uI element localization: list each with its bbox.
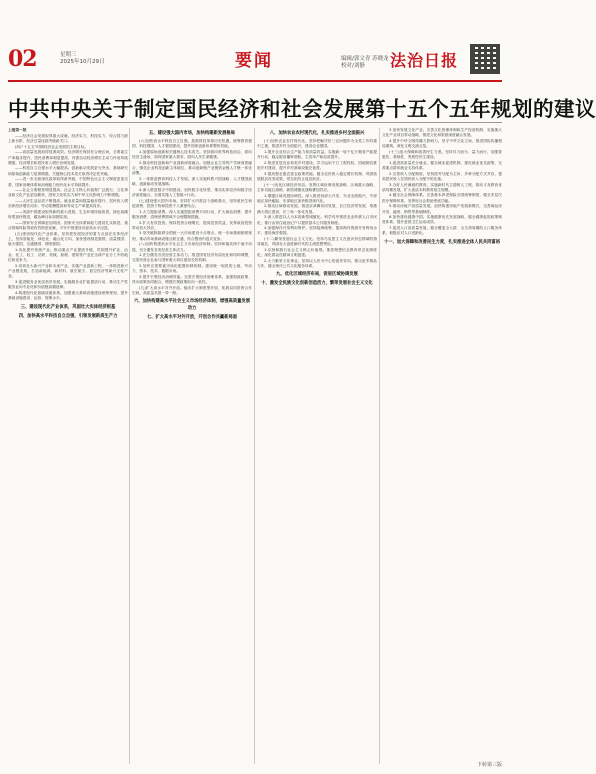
header-rule <box>8 80 502 82</box>
editors-block <box>341 56 389 70</box>
article-column-1 <box>8 128 128 764</box>
col4-body <box>382 128 502 237</box>
section-heading: 六、加快构建高水平社会主义市场经济体制，增强高质量发展动力 <box>133 299 250 312</box>
section-heading: 八、加快农业农村现代化，扎实推进乡村全面振兴 <box>269 131 365 136</box>
paragraph: 3.提升宏观经济治理效能。完善宏观经济治理体系，加强财政政策、货币政策协同配合，增强宏观政策取向一致性。 <box>132 275 252 285</box>
paragraph: 1.大力提振消费。深入实施提振消费专项行动，扩大商品消费，提升服务消费，清理消费领域不合理限制措施。 <box>132 209 252 219</box>
article-headline: 中共中央关于制定国民经济和社会发展第十五个五年规划的建议 <box>8 97 596 121</box>
section-heading: 三、建设现代化产业体系，巩固壮大实体经济根基 <box>20 304 116 310</box>
paragraph: (六)加快高水平科技自立自强。抢抓科技革命历史机遇，统筹教育强国、科技强国、人才强国建设，提升国家创新体系整体效能。 <box>132 139 252 149</box>
col3-body <box>257 139 377 269</box>
paragraph: 3.一体推进教育科技人才发展。深入实施科教兴国战略、人才强国战略、创新驱动发展战略。 <box>132 176 252 187</box>
paragraph: 1.促进高质量充分就业。健全就业促进机制，强化就业优先政策，完善重点群体就业支持体系。 <box>382 160 502 170</box>
column-divider <box>129 128 130 764</box>
weekday: 星期三 <box>60 52 77 58</box>
paragraph: 4.加强海洋开发利用保护。坚持陆海统筹，提高海洋资源开发利用水平，建设海洋强国。 <box>257 226 377 236</box>
section-heading: 九、优化区域经济布局，促进区域协调发展 <box>276 272 358 278</box>
paragraph: (十)加快农业农村现代化。坚持把解决好三农问题作为全党工作的重中之重，推进乡村全面振兴，建设农业强国。 <box>257 139 377 149</box>
issue-date: 2025年10月29日 <box>60 59 105 65</box>
paragraph: 7.促进人口高质量发展。健全覆盖全人群、全生命周期的人口服务体系，积极应对人口老龄化。 <box>382 226 502 236</box>
paragraph: 3.提高强农惠农富农政策效能。健全农民收入稳定增长机制，巩固拓展脱贫攻坚成果，常态化防止返贫致贫。 <box>257 171 377 181</box>
paragraph: ——社会文明程度明显提高。社会主义核心价值观广泛践行，文化事业和文化产业更加繁荣，国家文化软实力和中华文化影响力不断增强。 <box>8 188 128 198</box>
paragraph: (八)加快构建高水平社会主义市场经济体制。坚持和落实两个毫不动摇，充分激发各类经营主体活力。 <box>132 242 252 252</box>
section-heading: 五、建设强大国内市场，加快构建新发展格局 <box>149 131 235 136</box>
paragraph: ——高质量发展取得显著成效。经济增长保持在合理区间，全要素生产率稳步提升，居民消费率明显提高，内需拉动经济增长主动力作用持续增强，经济增长和居民收入增长协调发展。 <box>8 150 128 165</box>
paragraph: 2.扩大有效投资。保持投资合理增长，提高投资效益，发挥政府投资带动放大效应。 <box>132 220 252 230</box>
editors-line-1: 编辑/郭文青 苏晓龙 <box>341 56 389 62</box>
paragraph: (九)扩大高水平对外开放。稳步扩大制度型开放，拓展双向投资合作空间，高质量共建一带一路。 <box>132 285 252 296</box>
continued-note: 下转第三版 <box>476 762 502 768</box>
paragraph: 4.健全社会保障体系。完善基本养老保险全国统筹制度，健全多层次医疗保障体系，发挥好社会救助兜底功能。 <box>382 193 502 203</box>
paragraph: (十三)加大保障和改善民生力度。坚持尽力而为、量力而行，加强普惠性、基础性、兜底性民生建设。 <box>382 149 502 160</box>
paragraph: ——进一步全面深化改革取得新突破。中国特色社会主义制度更加完善，国家治理体系和治理能力现代化水平持续提升。 <box>8 177 128 187</box>
col1-body <box>8 134 128 302</box>
paragraph: (四)“十五五”时期经济社会发展的主要目标。 <box>15 144 89 149</box>
paragraph: 2.加快完善要素市场化配置体制机制。建设统一规范的土地、劳动力、资本、技术、数据市场。 <box>132 264 252 274</box>
paragraph: 2.培育壮大新兴产业和未来产业。实施产业创新工程，一体推进新兴产业链发展，打造新能源、新材料、航空航天、低空经济等新兴支柱产业。 <box>8 264 128 279</box>
paragraph: 3.深入推进以人为本的新型城镇化。科学有序推进农业转移人口市民化，推行由常住地登记户口提供基本公共服务制度。 <box>257 215 377 225</box>
article-byline: 上接第一版 <box>8 128 27 132</box>
paragraph: 5.推动房地产高质量发展。加快构建房地产发展新模式，完善商品房开发、融资、销售等基础制度。 <box>382 204 502 214</box>
paragraph: 3.坚决破除阻碍全国统一大市场建设卡点堵点。统一市场基础制度规则，推动市场基础设施互联互通，综合整治内卷式竞争。 <box>132 231 252 241</box>
section-heading: 四、加快高水平科技自立自强，引领发展新质生产力 <box>18 313 118 319</box>
article-column-2 <box>132 128 252 764</box>
column-divider <box>254 128 255 764</box>
paragraph: ——经济社会发展取得重大成就。经济实力、科技实力、综合国力跃上新台阶，经济总量连续突破新关口。 <box>8 133 128 143</box>
paragraph: 1.加强原始创新和关键核心技术攻关。坚持面向世界科技前沿、面向经济主战场、面向国家重大需求、面向人民生命健康。 <box>132 149 252 160</box>
section-heading: 七、扩大高水平对外开放，开创合作共赢新局面 <box>146 315 238 321</box>
paragraph: 1.弘扬和践行社会主义核心价值观。推进理想信念教育常态化制度化，深化群众性精神文明创建。 <box>257 248 377 258</box>
paragraph: 2.推动区域联动发展。推进京津冀协同发展、长江经济带发展、粤港澳大湾区建设、长三角一体化发展。 <box>257 204 377 214</box>
paragraph: 1.提升农业综合生产能力和质量效益。实施新一轮千亿斤粮食产能提升行动，稳定粮食播种面积，主攻单产和品质提升。 <box>257 149 377 160</box>
paragraph: 3.加快发展文化产业。完善文化管理体制和生产经营机制，实施重大文化产业项目带动战略，推进文化和旅游深度融合发展。 <box>382 128 502 138</box>
paragraph: 4.提升中华文明传播力影响力。坚守中华文化立场，推进国际传播格局重构，深化文明交流互鉴。 <box>382 138 502 149</box>
paragraph: 4.深入推进数字中国建设。加快数字化转型，推动实体经济和数字经济深度融合，全面实施人工智能+行动。 <box>132 187 252 198</box>
paragraph: ——人民生活品质不断提高。就业质量和数量稳步提升，居民收入增长和经济增长同步，劳动报酬提高和劳动生产率提高同步。 <box>8 199 128 209</box>
section-heading: 十、激发全民族文化创新创造活力，繁荣发展社会主义文化 <box>261 281 373 287</box>
paragraph: 6.加快建设健康中国。实施健康优先发展战略，健全健康促进政策制度体系，提升爱国卫生运动成效。 <box>382 215 502 225</box>
editors-line-2: 校对/刘静 <box>341 63 365 69</box>
paragraph: ——国家安全屏障更加巩固。国家安全体系和能力建设扎实推进，重点领域风险得到有效防范化解，平安中国建设向更高水平迈进。 <box>8 220 128 231</box>
section-heading: 十一、加大保障和改善民生力度，扎实推进全体人民共同富裕 <box>383 239 500 245</box>
newspaper-logo: 法治日报 <box>390 51 459 70</box>
paragraph: (五)建设现代化产业体系。坚持把发展经济的着力点放在实体经济上，坚持智能化、绿色化、融合化方向，加快建设制造强国、质量强国、航天强国、交通强国、网络强国。 <box>8 231 128 247</box>
section-title: 要闻 <box>235 51 273 71</box>
date-block <box>60 52 105 66</box>
paragraph: ——科技自立自强水平大幅提高。创新驱动发展更为突出，基础研究和原始创新能力显著增强，关键核心技术攻关取得决定性突破。 <box>8 166 128 176</box>
article-column-3 <box>257 128 377 764</box>
paragraph: (十二)繁荣发展社会主义文化。坚持马克思主义在意识形态领域的指导地位，巩固壮大奋进新时代的主流思想舆论。 <box>257 237 377 247</box>
paragraph: 3.办好人民满意的教育。实施新时代立德树人工程，推动义务教育优质均衡发展，扩大优质本科教育招生规模。 <box>382 182 502 192</box>
paragraph: 2.完善收入分配制度。坚持按劳分配为主体、多种分配方式并存，提高居民收入在国民收入分配中的比重。 <box>382 171 502 181</box>
paragraph: 3.促进服务业优质高效发展。实施服务业扩能提质行动，推动生产性服务业向专业化和价值链高端延伸。 <box>8 280 128 290</box>
col2-body <box>132 139 252 296</box>
page-number: 02 <box>8 46 37 72</box>
paragraph: (七)建设强大国内市场。坚持扩大内需这个战略基点，坚持惠民生和促消费、投资于物和投资于人紧密结合。 <box>132 198 252 208</box>
qr-code-icon <box>470 44 500 74</box>
paragraph: 2.推进宜居宜业和美乡村建设。学习运用千万工程经验，因地制宜推进乡村建设，提升乡村基础设施完备度。 <box>257 160 377 171</box>
masthead <box>0 0 510 82</box>
paragraph: 2.大力繁荣文化事业。坚持以人民为中心的创作导向，推出更多精品力作，健全现代公共文化服务体系。 <box>257 258 377 269</box>
article-column-4 <box>382 128 502 764</box>
column-divider <box>379 128 380 764</box>
paragraph: 1.优化提升传统产业。推动重点产业提质升级，巩固提升矿业、冶金、化工、轻工、纺织、机械、船舶、建筑等产业在全球产业分工中的地位和竞争力。 <box>8 247 128 263</box>
paragraph: 1.充分激发各类经营主体活力。推进国有经济布局优化和结构调整，完善民营企业参与国家重大项目建设长效机制。 <box>132 253 252 263</box>
paragraph: (十一)优化区域经济布局。发挥区域协调发展战略、区域重大战略、主体功能区战略、新型城镇化战略叠加效应。 <box>257 182 377 192</box>
paragraph: 2.推动科技创新和产业创新深度融合。加强企业主导的产学研深度融合，强化企业科技创新主体地位，推动创新链产业链资金链人才链一体化部署。 <box>132 160 252 176</box>
headline-rule <box>8 122 502 123</box>
paragraph: 1.增强区域发展协调性。深入推进西部大开发、东北全面振兴、中部地区加快崛起、东部地区加快推进现代化。 <box>257 193 377 203</box>
paragraph: 4.构建现代化基础设施体系。加强重大基础设施建设统筹规划，提升基础设施建设、运营、管理水平。 <box>8 291 128 301</box>
paragraph: ——美丽中国建设取得新的重大进展。生态环境持续改善，绿色低碳转型加快推进，碳达峰目标如期实现。 <box>8 210 128 220</box>
